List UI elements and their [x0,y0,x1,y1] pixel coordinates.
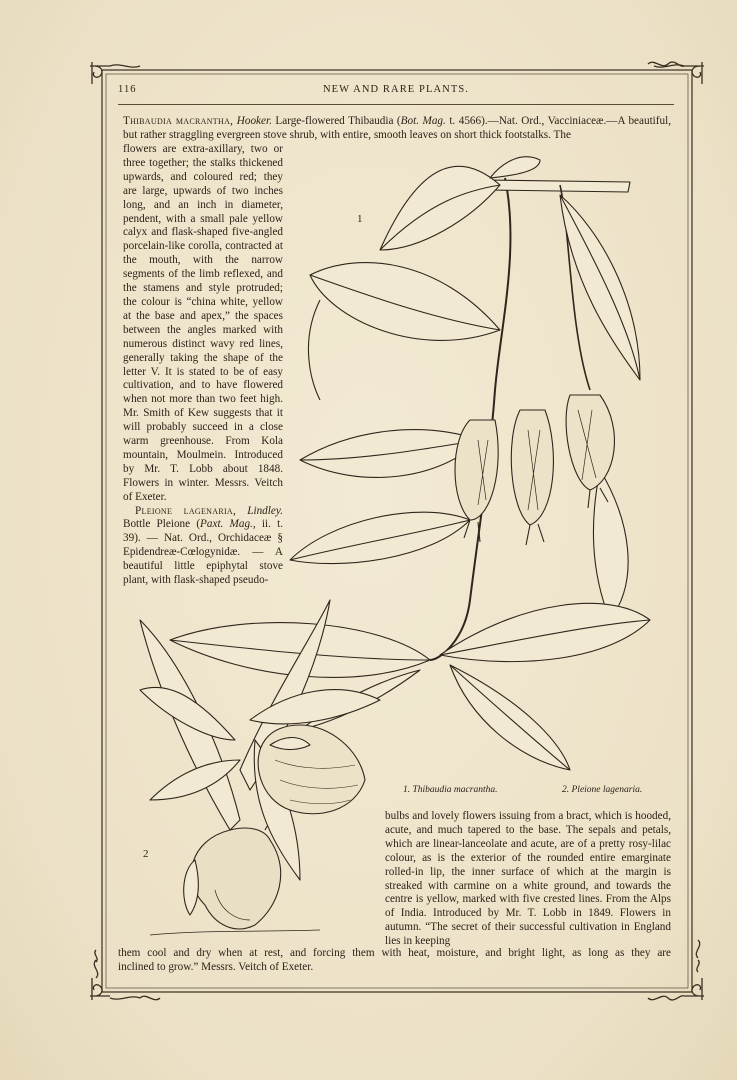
article-thibaudia-body: flowers are extra-axillary, two or three together; the stalks thickened upwards, and coloured red; they are large, upwards of two inches long, and an inch in diameter, pendent, with a small pale yellow calyx and flask-shaped five-angled porcelain-like corolla, contracted at the mouth, with the narrow segments of the limb reflexed, and the stamens and style protruded; the colour is “china white, yellow at the base and apex,” the spaces between the angles marked with numerous distinct wavy red lines, generally taking the shape of the letter V. It is stated to be of easy cultivation, and to have flowered when not more than two feet high. Mr. Smith of Kew suggests that it will probably succeed in a close warm greenhouse. From Kola mountain, Moulmein. Introduced by Mr. T. Lobb about 1848. Flowers in winter. Messrs. Veitch of Exeter. [123,143,283,503]
running-title: NEW AND RARE PLANTS. [322,84,470,95]
page-number: 116 [118,84,137,95]
article-pleione-ending [118,947,671,975]
closing-line-1: them cool and dry when at rest, and forcing them with heat, moisture, and bright light, as long as they are [118,947,671,959]
species-authority: Lindley. [247,504,283,517]
reference: Bot. Mag. [400,115,446,127]
plate-label-2: 2 [143,848,149,860]
intro-pre: Bottle Pleione ( [123,518,201,531]
intro-pre: Large-flowered Thibaudia ( [275,115,401,127]
plate-label-1: 1 [357,213,363,225]
closing-line-2: inclined to grow.” Messrs. Veitch of Exeter. [118,960,314,973]
article-pleione-continued [385,810,671,949]
intro-post: t. 4566).—Nat. Ord., Vacciniaceæ.—A beautiful, but rather straggling evergreen stove shrub, with entire, smooth leaves on short thick footstalks. The [123,115,672,141]
intro-post: ii. t. 39). — Nat. Ord., Orchidaceæ § Epidendreæ-Cœlogynidæ. — A beautiful little epiphytal stove plant, with flask-shaped pseudo- [123,518,283,587]
pleione-body: bulbs and lovely flowers issuing from a bract, which is hooded, acute, and much tapered to the base. The sepals and petals, which are linear-lanceolate and acute, are of a pretty rosy-lilac colour, as is the exterior of the rounded entire emarginate rolled-in lip, the inner surface of which at the margin is streaked with carmine on a white ground, and towards the centre is yellow, marked with five crested lines. From the Alps of India. Introduced by Mr. T. Lobb in 1849. Flowers in autumn. “The secret of their successful cultivation in England lies in keeping [385,810,671,948]
species-authority: Hooker. [236,115,272,127]
caption-thibaudia: 1. Thibaudia macrantha. [403,785,498,795]
reference: Paxt. Mag., [200,518,256,531]
species-name: Thibaudia macrantha, [123,115,234,127]
caption-pleione: 2. Pleione lagenaria. [562,785,643,795]
species-name: Pleione lagenaria, [135,504,237,517]
